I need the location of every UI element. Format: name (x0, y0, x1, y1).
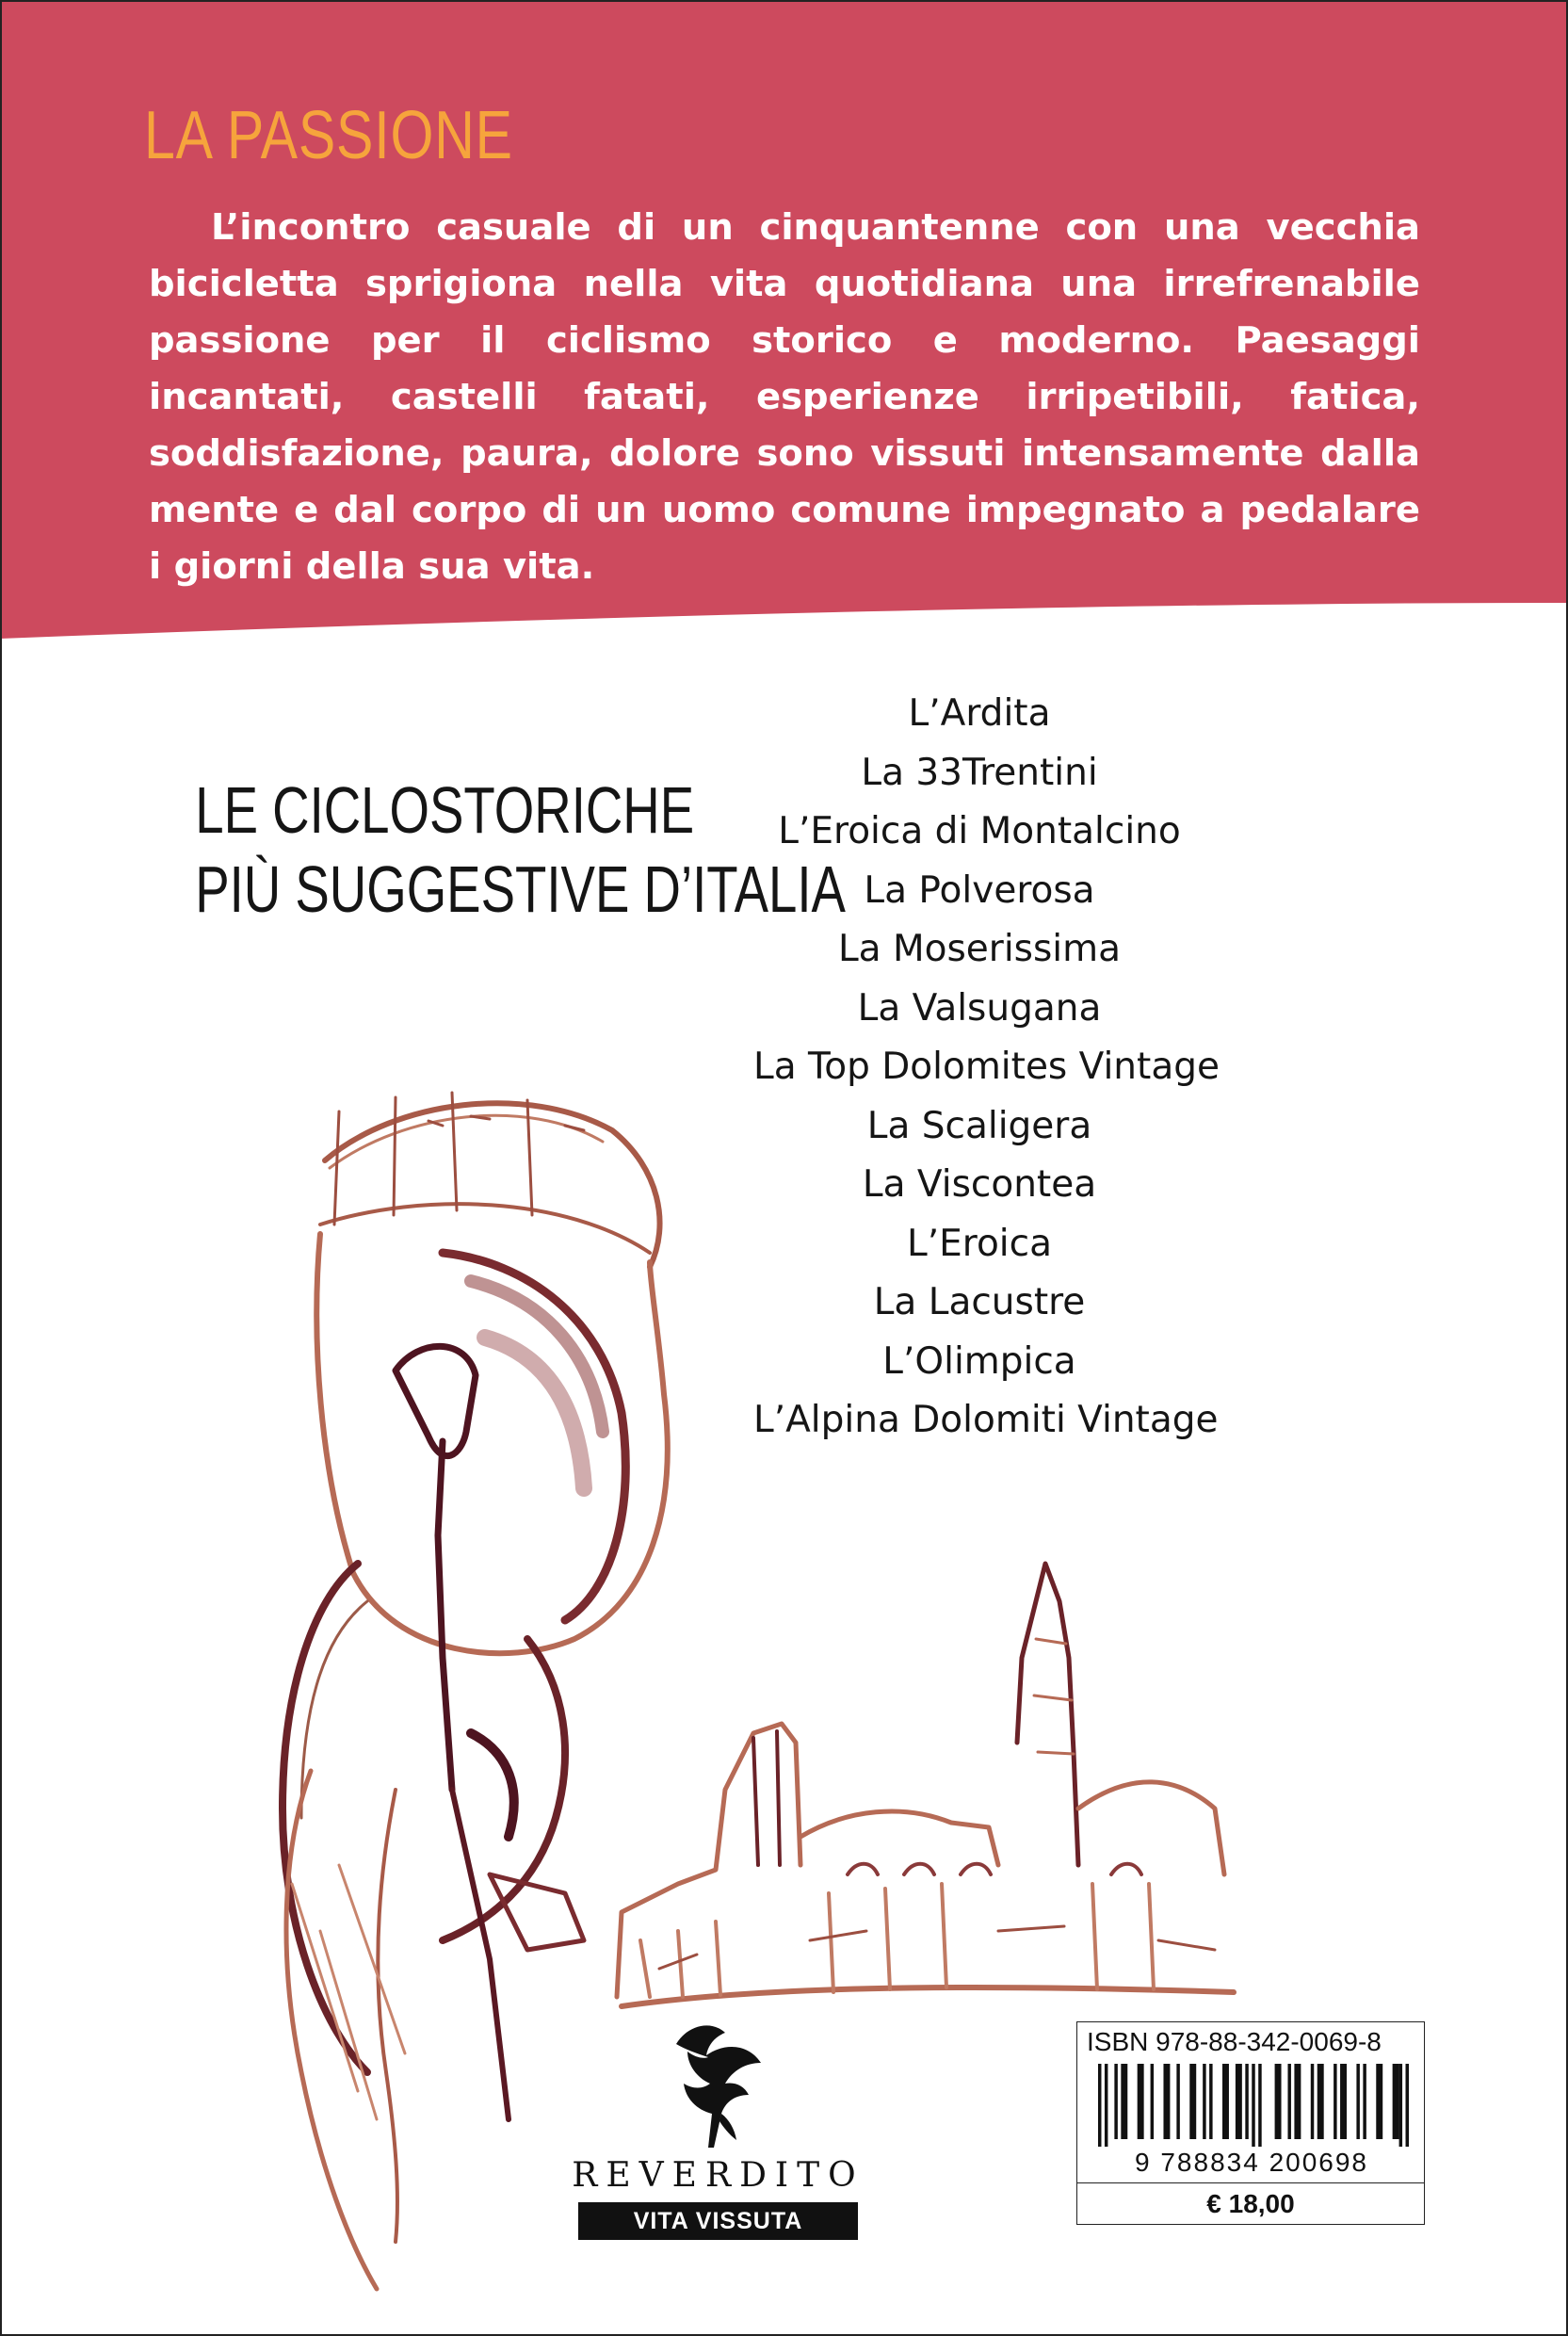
publisher-series: VITA VISSUTA (578, 2202, 858, 2240)
barcode-bar (1311, 2064, 1314, 2139)
ride-item: La Scaligera (866, 1104, 1092, 1147)
ride-item: La Lacustre (873, 1281, 1086, 1323)
intro-title: LA PASSIONE (144, 98, 513, 173)
barcode-bar (1363, 2064, 1366, 2139)
ride-item: La Viscontea (862, 1163, 1097, 1206)
barcode-bar (1340, 2064, 1347, 2139)
section-heading (141, 771, 846, 929)
barcode-bar (1098, 2064, 1101, 2147)
barcode-bar (1356, 2064, 1359, 2139)
ride-item: La 33Trentini (861, 751, 1098, 794)
ride-item: L’Olimpica (882, 1339, 1076, 1383)
barcode-bars (1098, 2064, 1409, 2147)
barcode-bar (1399, 2064, 1402, 2147)
barcode-bar (1114, 2064, 1117, 2139)
ride-list (753, 685, 1220, 1451)
barcode-bar (1245, 2064, 1248, 2139)
ride-item: L’Alpina Dolomiti Vintage (753, 1399, 1219, 1441)
barcode-bar (1189, 2064, 1196, 2139)
barcode-bar (1121, 2064, 1127, 2139)
barcode-bar (1287, 2064, 1290, 2139)
barcode-bar (1163, 2064, 1170, 2139)
barcode-bar (1334, 2064, 1336, 2139)
barcode-bar (1138, 2064, 1144, 2139)
barcode-digits: 9 788834 200698 (1135, 2148, 1368, 2177)
barcode-bar (1376, 2064, 1382, 2139)
ride-item: L’Ardita (908, 692, 1051, 735)
isbn-label: ISBN 978-88-342-0069-8 (1087, 2027, 1382, 2056)
barcode-bar (1258, 2064, 1261, 2147)
barcode-bar (1275, 2064, 1282, 2139)
barcode-bar (1209, 2064, 1212, 2139)
barcode-bar (1393, 2064, 1399, 2139)
ride-item: L’Eroica (907, 1222, 1052, 1265)
intro-text: L’incontro casuale di un cinquantenne con una vecchia bicicletta sprigiona nella vita quotidiana una irrefrenabile passione per il ciclismo storico e moderno. Paesaggi incantati, castelli fatati, esperienze irripetibili, fatica, soddisfazione, paura, dolore sono vissuti intensamente dalla mente e dal corpo di un uomo comune impegnato a pedalare i giorni della sua vita. (149, 206, 1420, 588)
ride-item: L’Eroica di Montalcino (778, 810, 1181, 852)
barcode-bar (1151, 2064, 1154, 2139)
town-skyline-sketch-icon (617, 1564, 1234, 2006)
barcode-bar (1294, 2064, 1301, 2139)
ride-item: La Moserissima (837, 928, 1122, 970)
falcon-logo-icon (659, 2016, 772, 2157)
barcode-bar (1252, 2064, 1254, 2147)
ride-item: La Polverosa (864, 868, 1095, 912)
barcode-bar (1222, 2064, 1229, 2139)
section-heading-line-2: PIÙ SUGGESTIVE D’ITALIA (195, 852, 846, 926)
barcode-box (1076, 2021, 1425, 2225)
barcode-bar (1236, 2064, 1242, 2139)
ride-item: La Top Dolomites Vintage (753, 1046, 1220, 1088)
publisher-name: REVERDITO (572, 2156, 865, 2195)
barcode-bar (1105, 2064, 1107, 2147)
barcode-bar (1203, 2064, 1205, 2139)
section-heading-line-1: LE CICLOSTORICHE (195, 773, 695, 847)
barcode-bar (1406, 2064, 1409, 2147)
publisher-logo (565, 2016, 871, 2237)
ride-item: La Valsugana (857, 986, 1102, 1030)
barcode-bar (1317, 2064, 1324, 2139)
barcode-bar (1176, 2064, 1179, 2139)
price-label: € 18,00 (1077, 2182, 1424, 2225)
